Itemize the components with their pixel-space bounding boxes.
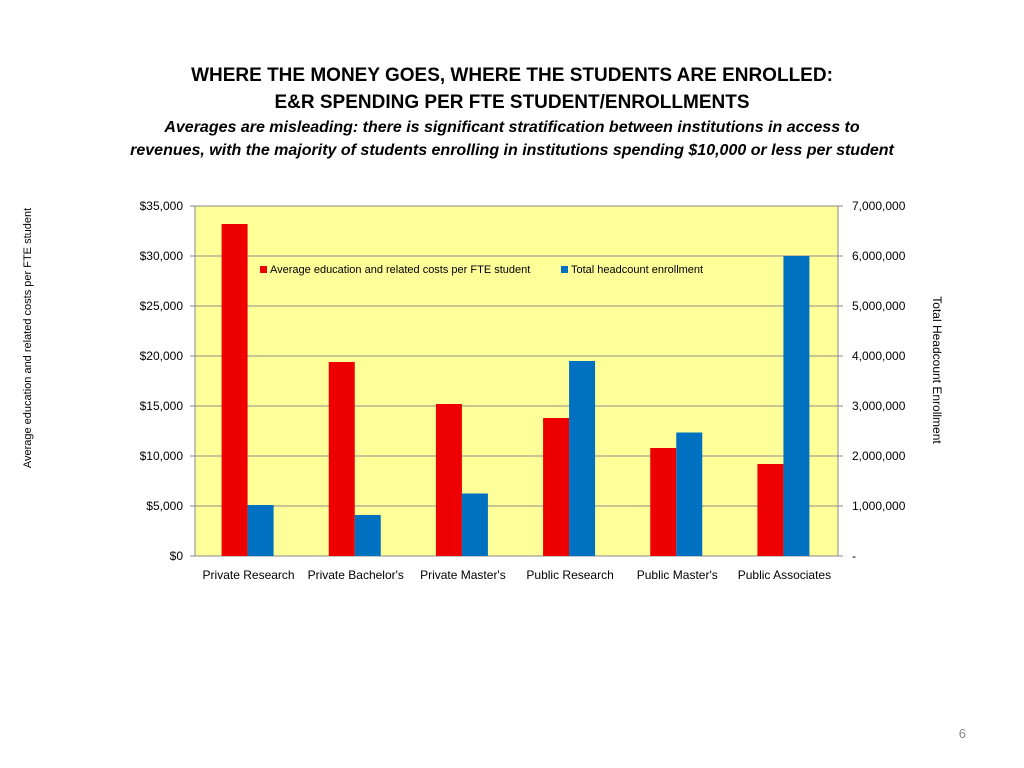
y-left-tick-label: $15,000	[139, 399, 183, 413]
y-left-tick-label: $25,000	[139, 299, 183, 313]
x-tick-label: Public Research	[526, 568, 614, 582]
y-right-tick-label: -	[852, 549, 856, 563]
bar-enrollment	[355, 515, 381, 556]
x-tick-label: Private Research	[202, 568, 295, 582]
bar-cost	[543, 418, 569, 556]
legend-swatch	[260, 266, 267, 273]
x-tick-label: Private Master's	[420, 568, 506, 582]
bar-enrollment	[569, 361, 595, 556]
slide-subtitle-line-1: Averages are misleading: there is significant stratification between institutions in access to	[164, 119, 860, 136]
y-right-tick-label: 4,000,000	[852, 349, 906, 363]
y-right-tick-label: 5,000,000	[852, 299, 906, 313]
legend-swatch	[561, 266, 568, 273]
y-right-tick-label: 6,000,000	[852, 249, 906, 263]
y-right-tick-label: 7,000,000	[852, 199, 906, 213]
bar-enrollment	[462, 494, 488, 557]
x-tick-label: Public Associates	[737, 568, 832, 582]
bar-cost	[222, 224, 248, 556]
bar-cost	[650, 448, 676, 556]
y-right-axis-title: Total Headcount Enrollment	[930, 296, 944, 444]
y-left-tick-label: $5,000	[146, 499, 183, 513]
bar-enrollment	[676, 433, 702, 557]
y-left-tick-label: $0	[169, 549, 183, 563]
legend-label: Total headcount enrollment	[571, 264, 704, 276]
slide-title-line-2: E&R SPENDING PER FTE STUDENT/ENROLLMENTS	[274, 92, 750, 113]
x-tick-label: Public Master's	[636, 568, 718, 582]
y-right-tick-label: 3,000,000	[852, 399, 906, 413]
y-left-tick-label: $35,000	[139, 199, 183, 213]
bar-enrollment	[248, 505, 274, 556]
y-left-tick-label: $20,000	[139, 349, 183, 363]
bar-cost	[757, 464, 783, 556]
legend-label: Average education and related costs per FTE student	[270, 264, 531, 276]
y-left-axis-title: Average education and related costs per FTE student	[22, 207, 34, 469]
page-number: 6	[958, 726, 966, 741]
bar-cost	[436, 404, 462, 556]
slide-subtitle-line-2: revenues, with the majority of students enrolling in institutions spending $10,000 or less per student	[130, 142, 894, 159]
slide-title-line-1: WHERE THE MONEY GOES, WHERE THE STUDENTS ARE ENROLLED:	[191, 65, 833, 86]
y-right-tick-label: 1,000,000	[852, 499, 906, 513]
y-left-tick-label: $10,000	[139, 449, 183, 463]
bar-cost	[329, 362, 355, 556]
x-tick-label: Private Bachelor's	[307, 568, 404, 582]
y-left-tick-label: $30,000	[139, 249, 183, 263]
y-right-tick-label: 2,000,000	[852, 449, 906, 463]
plot-area	[195, 206, 838, 556]
bar-enrollment	[783, 256, 809, 556]
